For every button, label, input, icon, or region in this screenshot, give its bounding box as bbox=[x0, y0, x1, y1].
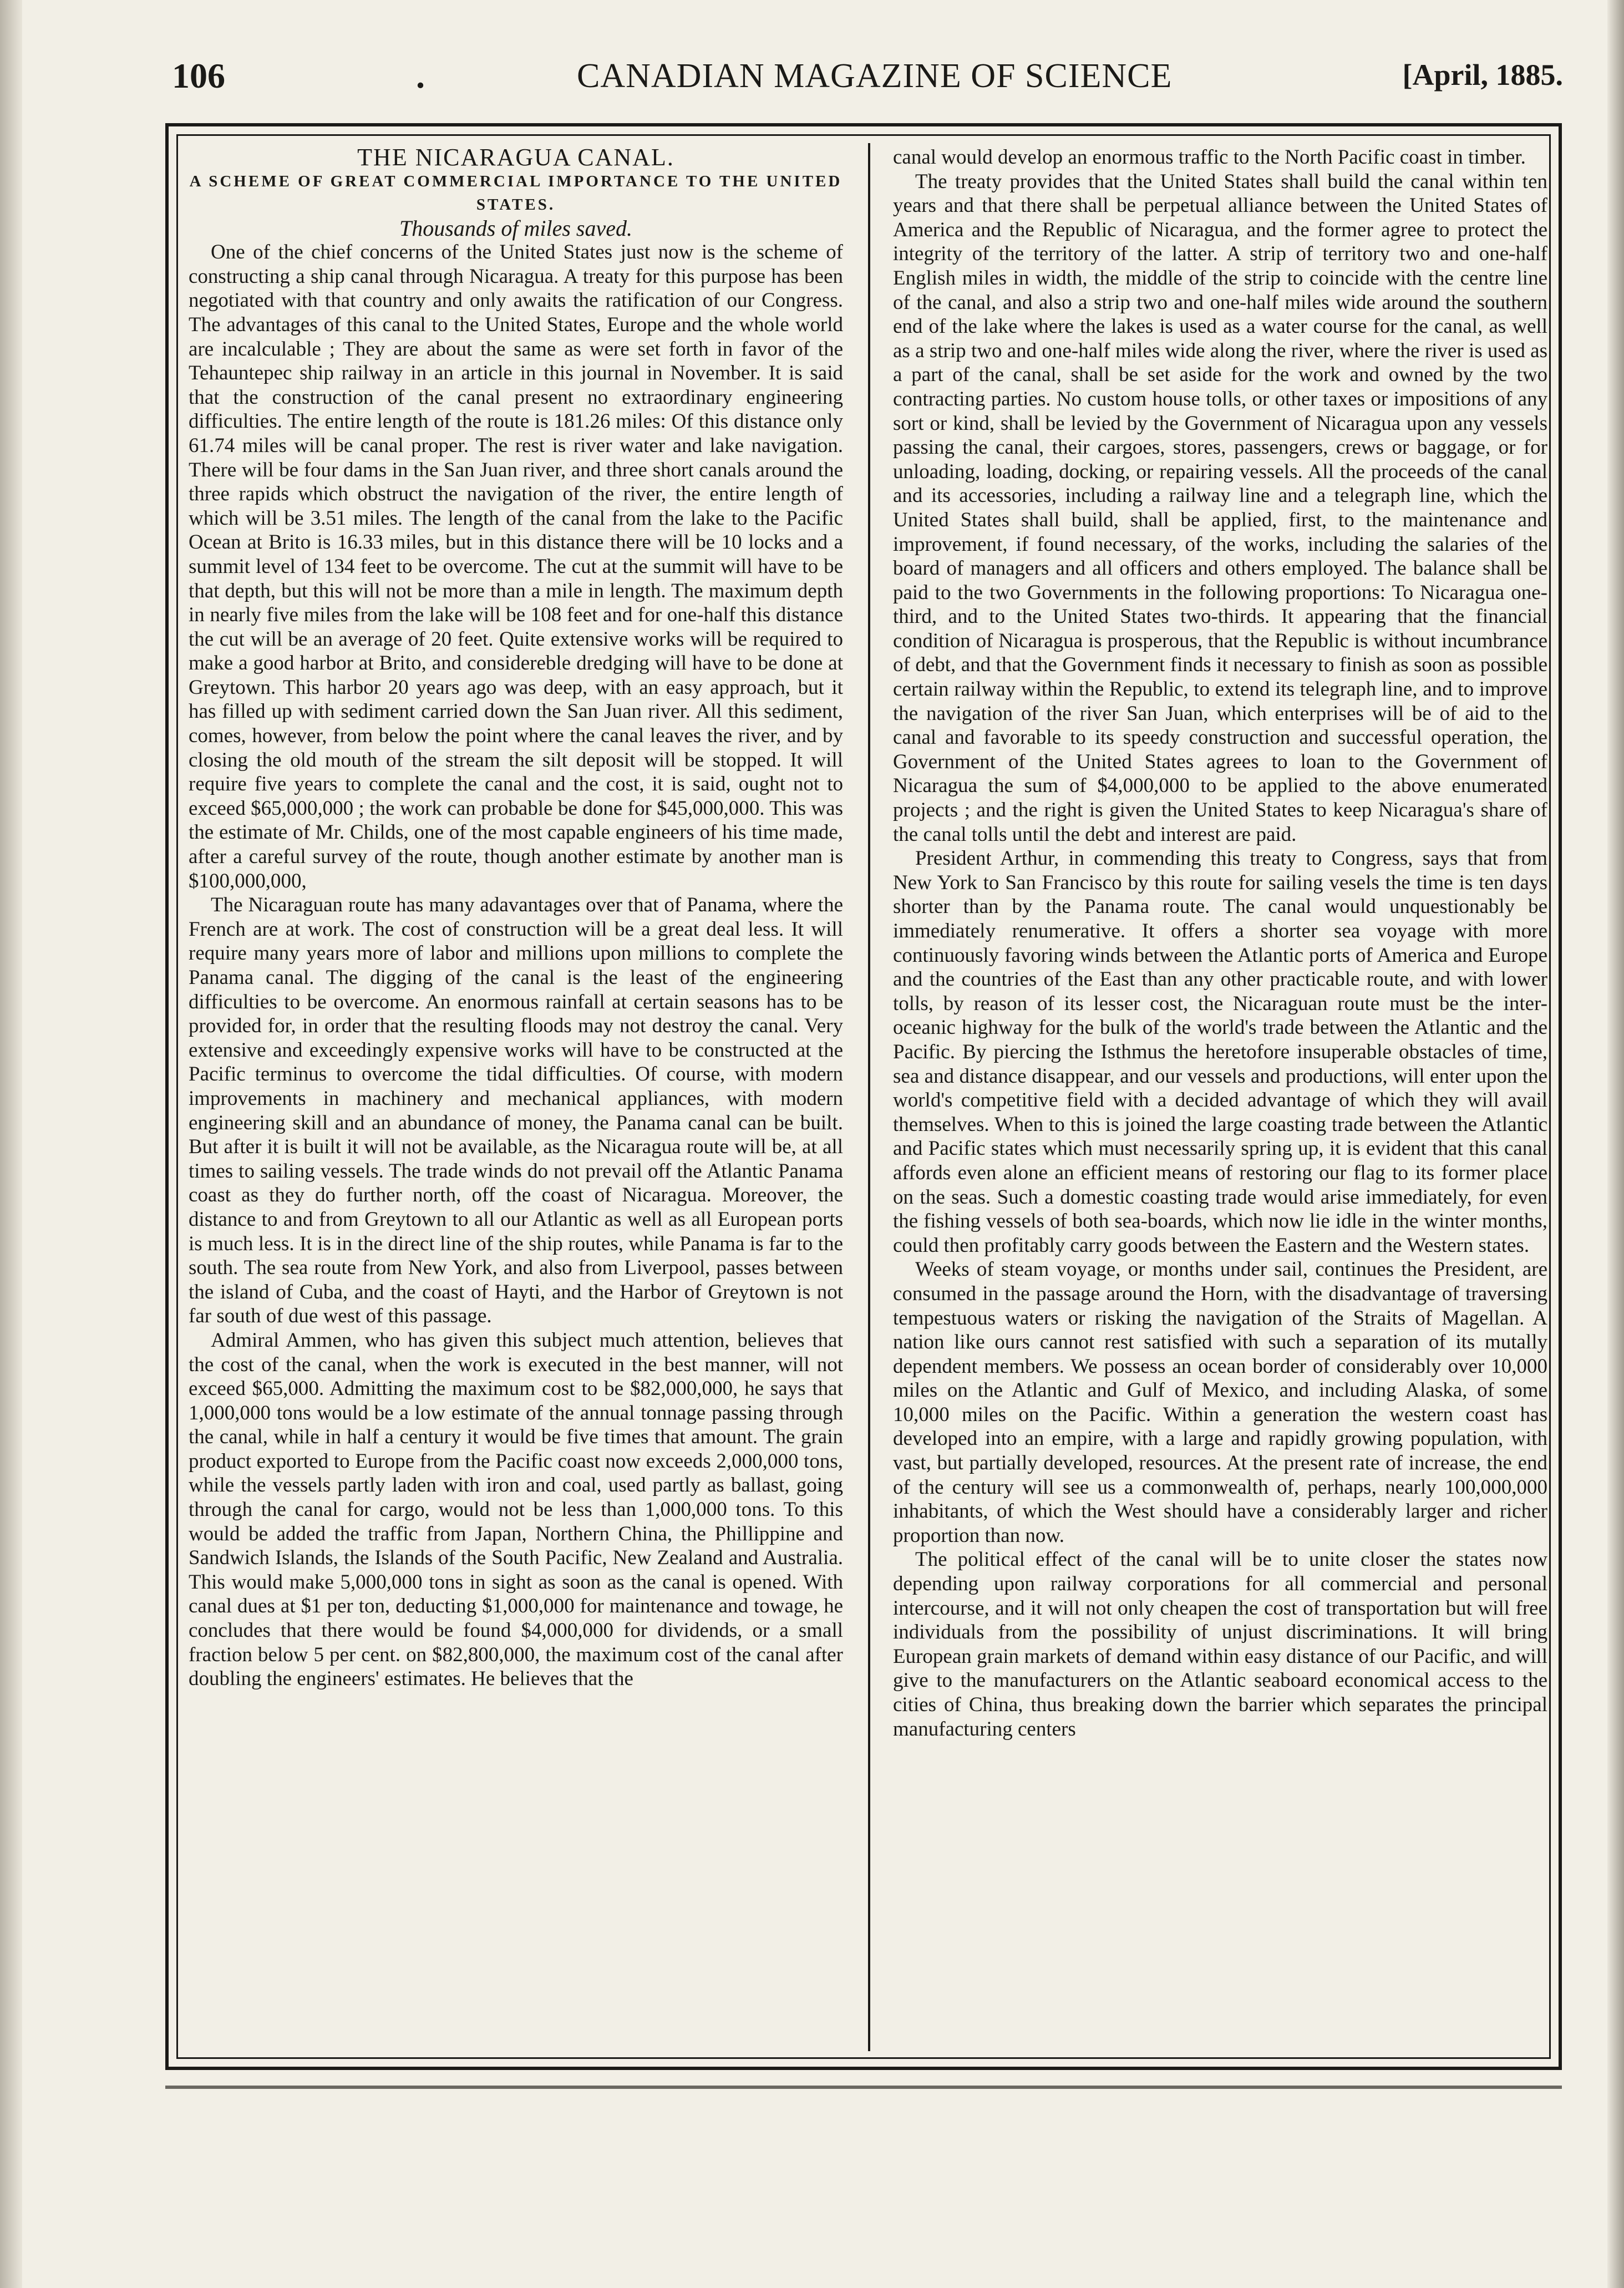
right-column bbox=[893, 145, 1547, 2048]
page-number: 106 bbox=[172, 56, 225, 95]
body-paragraph: The treaty provides that the United States shall build the canal within ten years and that there shall be perpetual alliance between the United States of America and the Republic of Nicaragua, and the former agree to protect the integrity of the territory of the latter. A strip of territory two and one-half English miles in width, the middle of the strip to coincide with the centre line of the canal, and also a strip two and one-half miles wide around the southern end of the lake where the lakes is used as a water course for the canal, as well as a strip two and one-half miles wide along the river, where the river is used as a part of the canal, shall be set aside for the work and owned by the two contracting parties. No custom house tolls, or other taxes or impositions of any sort or kind, shall be levied by the Government of Nicaragua upon any vessels passing the canal, their cargoes, stores, passengers, crews or baggage, or for unloading, loading, docking, or repairing vessels. All the proceeds of the canal and its accessories, including a railway line and a telegraph line, which the United States shall build, shall be applied, first, to the maintenance and improvement, if found necessary, of the works, including the salaries of the board of managers and all officers and others employed. The balance shall be paid to the two Governments in the following proportions: To Nicaragua one-third, and to the United States two-thirds. It appearing that the financial condition of Nicaragua is prosperous, that the Republic is without incumbrance of debt, and that the Government finds it necessary to finish as soon as possible certain railway within the Republic, to extend its telegraph line, and to improve the navigation of the river San Juan, which enterprises will be of aid to the canal and favorable to its speedy construction and successful operation, the Government of the United States agrees to loan to the Government of Nicaragua the sum of $4,000,000 to be applied to the above enumerated projects ; and the right is given the United States to keep Nicaragua's share of the canal tolls until the debt and interest are paid. bbox=[893, 170, 1547, 846]
header-separator: . bbox=[416, 56, 425, 95]
scan-edge-left bbox=[0, 0, 22, 2288]
article-tagline: Thousands of miles saved. bbox=[399, 215, 632, 241]
body-paragraph: One of the chief concerns of the United States just now is the scheme of constructing a ship canal through Nicaragua. A treaty for this purpose has been negotiated with that country and only awaits the ratification of our Congress. The advantages of this canal to the United States, Europe and the whole world are incalculable ; They are about the same as were set forth in favor of the Tehauntepec ship railway in an article in this journal in November. It is said that the construction of the canal present no extraordinary engineering difficulties. The entire length of the route is 181.26 miles: Of this distance only 61.74 miles will be canal proper. The rest is river water and lake navigation. There will be four dams in the San Juan river, and three short canals around the three rapids which obstruct the navigation of the river, the entire length of which will be 3.51 miles. The length of the canal from the lake to the Pacific Ocean at Brito is 16.33 miles, but in this distance there will be 10 locks and a summit level of 134 feet to be overcome. The cut at the summit will have to be that depth, but this will not be more than a mile in length. The maximum depth in nearly five miles from the lake will be 108 feet and for one-half this distance the cut will be an average of 20 feet. Quite extensive works will be required to make a good harbor at Brito, and considereble dredging will have to be done at Greytown. This harbor 20 years ago was deep, with an easy approach, but it has filled up with sediment carried down the San Juan river. All this sediment, comes, however, from below the point where the canal leaves the river, and by closing the old mouth of the stream the silt deposit will be stopped. It will require five years to complete the canal and the cost, it is said, ought not to exceed $65,000,000 ; the work can probable be done for $45,000,000. This was the estimate of Mr. Childs, one of the most capable engineers of his time made, after a careful survey of the route, though another estimate by another man is $100,000,000, bbox=[189, 241, 843, 892]
magazine-title: CANADIAN MAGAZINE OF SCIENCE bbox=[577, 57, 1173, 95]
body-paragraph: Weeks of steam voyage, or months under sail, continues the President, are consumed in the passage around the Horn, with the disadvantage of traversing tempestuous waters or risking the navigation of the Straits of Magellan. A nation like ours cannot rest satisfied with such a separation of its mutally dependent members. We possess an ocean border of considerably over 10,000 miles on the Atlantic and Gulf of Mexico, and including Alaska, of some 10,000 miles on the Pacific. Within a generation the western coast has developed into an empire, with a large and rapidly growing population, with vast, but partially developed, resources. At the present rate of increase, the end of the century will see us a commonwealth of, perhaps, nearly 100,000,000 inhabitants, of which the West should have a considerably larger and richer proportion than now. bbox=[893, 1258, 1547, 1547]
bottom-rule bbox=[165, 2086, 1562, 2089]
running-header bbox=[172, 55, 1569, 100]
left-column bbox=[189, 145, 843, 2048]
body-paragraph: The Nicaraguan route has many adavantages over that of Panama, where the French are at work. The cost of construction will be a great deal less. It will require many years more of labor and millions upon millions to complete the Panama canal. The digging of the canal is the least of the engineering difficulties to be overcome. An enormous rainfall at certain seasons has to be provided for, in order that the resulting floods may not destroy the canal. Very extensive and exceedingly expensive works will have to be constructed at the Pacific terminus to overcome the tidal difficulties. Of course, with modern improvements in machinery and mechanical appliances, with modern engineering skill and an abundance of money, the Panama canal can be built. But after it is built it will not be available, as the Nicaragua route will be, at all times to sailing vessels. The trade winds do not prevail off the Atlantic Panama coast as they do further north, off the coast of Nicaragua. Moreover, the distance to and from Greytown to all our Atlantic as well as all European ports is much less. It is in the direct line of the ship routes, while Panama is far to the south. The sea route from New York, and also from Liverpool, passes between the island of Cuba, and the coast of Hayti, and the Harbor of Greytown is not far south of due west of this passage. bbox=[189, 894, 843, 1328]
body-paragraph: The political effect of the canal will be to unite closer the states now depending upon railway corporations for all commercial and personal intercourse, and it will not only cheapen the cost of transportation but will free individuals from the possibility of unjust discriminations. It will bring European grain markets of demand within easy distance of our Pacific, and will give to the manufacturers on the Atlantic seaboard economical access to the cities of China, thus breaking down the barrier which separates the principal manufacturing centers bbox=[893, 1548, 1547, 1741]
scan-edge-right bbox=[1607, 0, 1624, 2288]
issue-date: [April, 1885. bbox=[1402, 58, 1563, 92]
column-rule bbox=[868, 143, 870, 2051]
body-paragraph: Admiral Ammen, who has given this subject much attention, believes that the cost of the canal, when the work is executed in the best manner, will not exceed $65,000. Admitting the maximum cost to be $82,000,000, he says that 1,000,000 tons would be a low estimate of the annual tonnage passing through the canal, while in half a century it would be five times that amount. The grain product exported to Europe from the Pacific coast now exceeds 2,000,000 tons, while the vessels partly laden with iron and coal, used partly as ballast, going through the canal for cargo, would not be less than 1,000,000 tons. To this would be added the traffic from Japan, Northern China, the Phillippine and Sandwich Islands, the Islands of the South Pacific, New Zealand and Australia. This would make 5,000,000 tons in sight as soon as the canal is opened. With canal dues at $1 per ton, deducting $1,000,000 for maintenance and towage, he concludes that there would be found $4,000,000 for dividends, or a small fraction below 5 per cent. on $82,800,000, the maximum cost of the canal after doubling the engineers' estimates. He believes that the bbox=[189, 1328, 843, 1691]
body-paragraph: President Arthur, in commending this treaty to Congress, says that from New York to San Francisco by this route for sailing vesels the time is ten days shorter than by the Panama route. The canal would unquestionably be immediately renumerative. It offers a shorter sea voyage with more continuously favoring winds between the Atlantic ports of America and Europe and the countries of the East than any other practicable route, and with lower tolls, by reason of its lesser cost, the Nicaraguan route must be the inter-oceanic highway for the bulk of the world's trade between the Atlantic and the Pacific. By piercing the Isthmus the heretofore insuperable obstacles of time, sea and distance disappear, and our vessels and productions, will enter upon the world's competitive field with a decided advantage of which they will avail themselves. When to this is joined the large coasting trade between the Atlantic and Pacific states which must necessarily spring up, it is evident that this canal affords even alone an efficient means of restoring our flag to its former place on the seas. Such a domestic coasting trade would arise immediately, for even the fishing vessels of both sea-boards, which now lie idle in the winter months, could then profitably carry goods between the Eastern and the Western states. bbox=[893, 847, 1547, 1257]
article-subtitle: A SCHEME OF GREAT COMMERCIAL IMPORTANCE TO THE UNITED STATES. bbox=[189, 172, 843, 214]
article-title: THE NICARAGUA CANAL. bbox=[357, 145, 674, 171]
body-paragraph-continuation: canal would develop an enormous traffic to the North Pacific coast in timber. bbox=[893, 146, 1526, 169]
